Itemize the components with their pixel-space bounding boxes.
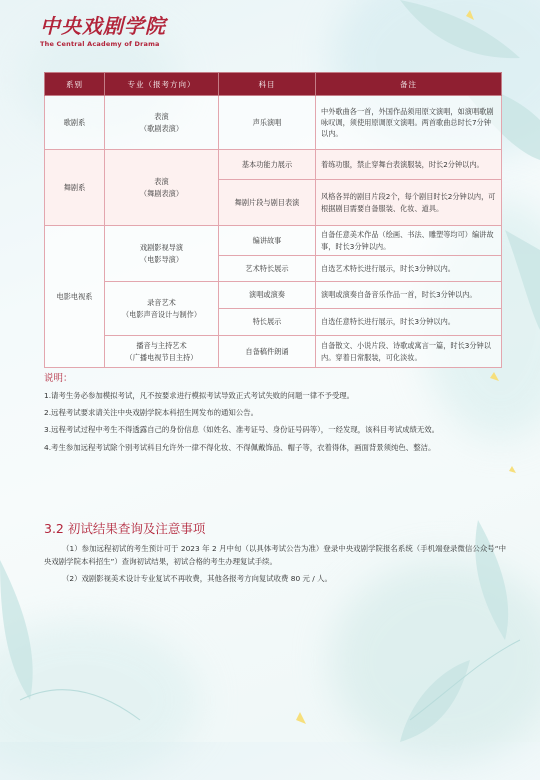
remark-cell: 自备散文、小说片段、诗歌或寓言一篇，时长3分钟以内。穿着日常服装，可化淡妆。: [316, 336, 502, 368]
table-row: [45, 282, 502, 309]
department-cell: 歌剧系: [45, 96, 105, 150]
remark-cell: 着练功服，禁止穿舞台表演服装，时长2分钟以内。: [316, 150, 502, 180]
section-title: 3.2 初试结果查询及注意事项: [44, 521, 206, 536]
notes-title: 说明：: [44, 373, 73, 384]
department-cell: 电影电视系: [45, 226, 105, 368]
major-cell: 戏剧影视导演 （电影导演）: [105, 226, 219, 282]
header-subject: 科目: [219, 73, 316, 96]
department-cell: 舞剧系: [45, 150, 105, 226]
remark-cell: 自备任意美术作品（绘画、书法、雕塑等均可）编讲故事，时长3分钟以内。: [316, 226, 502, 256]
subject-cell: 基本功能力展示: [219, 150, 316, 180]
remark-cell: 风格各异的剧目片段2个，每个剧目时长2分钟以内，可根据剧目需要自备服装、化妆、道具。: [316, 180, 502, 226]
subject-cell: 自备稿件朗诵: [219, 336, 316, 368]
table-row: [45, 96, 502, 150]
header-major: 专业（报考方向）: [105, 73, 219, 96]
subject-cell: 特长展示: [219, 309, 316, 336]
section-paragraph: （2）戏剧影视美术设计专业复试不再收费，其他各报考方向复试收费 80 元 / 人。: [62, 573, 332, 583]
table-row: [45, 150, 502, 180]
subject-cell: 艺术特长展示: [219, 256, 316, 282]
subject-cell: 编讲故事: [219, 226, 316, 256]
table-row: [45, 226, 502, 256]
note-item: 1.请考生务必参加模拟考试，凡不按要求进行模拟考试导致正式考试失败的问题一律不予受理。: [44, 391, 355, 401]
note-item: 4.考生参加远程考试除个别考试科目允许外一律不得化妆、不得佩戴饰品、帽子等，衣着得体，画面背景须纯色、整洁。: [44, 442, 436, 452]
section-paragraph: （1）参加远程初试的考生预计可于 2023 年 2 月中旬（以具体考试公告为准）登录中央戏剧学院报名系统（手机端登录微信公众号“中央戏剧学院本科招生”）查询初试结果，初试合格的考生办理复试手续。: [44, 544, 506, 566]
header-department: 系别: [45, 73, 105, 96]
major-cell: 表演 （舞剧表演）: [105, 150, 219, 226]
major-cell: 表演 （歌剧表演）: [105, 96, 219, 150]
header-remark: 备注: [316, 73, 502, 96]
subject-cell: 声乐演唱: [219, 96, 316, 150]
remark-cell: 自选任意特长进行展示，时长3分钟以内。: [316, 309, 502, 336]
major-cell: 录音艺术 （电影声音设计与制作）: [105, 282, 219, 336]
remark-cell: 自选艺术特长进行展示，时长3分钟以内。: [316, 256, 502, 282]
note-item: 2.远程考试要求请关注中央戏剧学院本科招生网发布的通知公告。: [44, 408, 258, 418]
remark-cell: 演唱或演奏自备音乐作品一首，时长3分钟以内。: [316, 282, 502, 309]
note-item: 3.远程考试过程中考生不得透露自己的身份信息（如姓名、准考证号、身份证号码等），一经发现，该科目考试成绩无效。: [44, 425, 440, 435]
exam-subjects-table: [44, 72, 502, 368]
subject-cell: 演唱或演奏: [219, 282, 316, 309]
results-section: [44, 519, 506, 590]
subject-cell: 舞剧片段与剧目表演: [219, 180, 316, 226]
table-header-row: [45, 73, 502, 96]
remark-cell: 中外歌曲各一首，外国作品须用原文演唱，如演唱歌剧咏叹调，须使用原调原文演唱。两首歌曲总时长7分钟以内。: [316, 96, 502, 150]
logo-english: The Central Academy of Drama: [40, 40, 160, 48]
logo-chinese: 中央戏剧学院: [40, 14, 166, 38]
school-logo: [40, 10, 166, 48]
notes-section: [44, 372, 506, 459]
table-row: [45, 336, 502, 368]
major-cell: 播音与主持艺术 （广播电视节目主持）: [105, 336, 219, 368]
